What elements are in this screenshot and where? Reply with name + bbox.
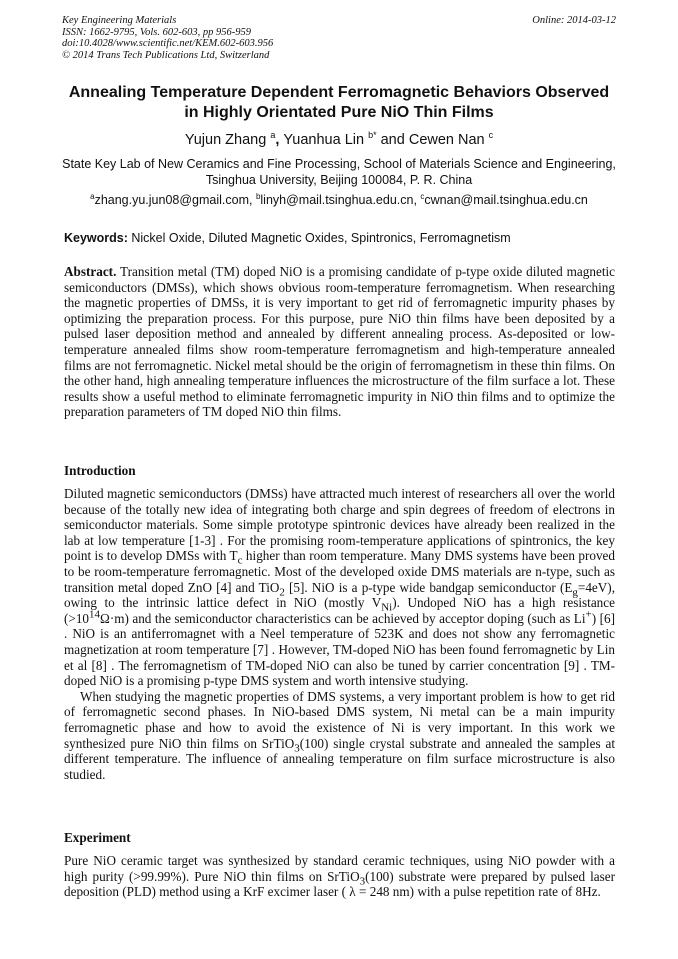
- journal-name: Key Engineering Materials: [62, 15, 177, 26]
- text-run: ). Undoped NiO has a high resistance (>10: [64, 595, 615, 626]
- affiliation: [40, 157, 638, 188]
- text-run: (100) single crystal substrate and annealed the samples at different temperature. The influence of annealing temperature on film surface microstructure is also studied.: [64, 735, 615, 782]
- subscript: g: [572, 586, 578, 599]
- author-separator-1: ,: [275, 132, 284, 148]
- title-line-2: in Highly Orientated Pure NiO Thin Films: [184, 103, 494, 121]
- keywords-label: Keywords:: [64, 231, 128, 245]
- author-2-mark: b*: [368, 130, 377, 141]
- author-3-mark: c: [488, 130, 494, 141]
- affiliation-line-2: Tsinghua University, Beijing 100084, P. R. China: [205, 172, 473, 187]
- journal-header: [62, 15, 273, 61]
- title-line-1: Annealing Temperature Dependent Ferromagnetic Behaviors Observed: [68, 84, 610, 101]
- subscript: 3: [294, 742, 300, 755]
- subscript: c: [237, 555, 243, 568]
- introduction-body: [64, 486, 615, 782]
- author-3: Cewen Nan: [408, 132, 485, 148]
- doi-line: doi:10.4028/www.scientific.net/KEM.602-603.956: [62, 38, 274, 49]
- online-date: Online: 2014-03-12: [532, 15, 616, 26]
- experiment-paragraph-1: [64, 853, 615, 900]
- introduction-heading: Introduction: [64, 463, 136, 478]
- experiment-heading: Experiment: [64, 830, 131, 845]
- introduction-paragraph-2: [64, 689, 615, 783]
- text-run: ) [6] . NiO is an antiferromagnet with a Neel temperature of 523K and does not show any ferromagnetic magnetization at room temperature [7] . However, TM-doped NiO has been found ferromagnetic by Lin et al [8] . The ferromagnetism of TM-doped NiO can also be tuned by carrier concentration [9] . TM-doped NiO is a promising p-type DMS system and worth intensive studying.: [64, 610, 615, 689]
- author-1-mark: a: [270, 130, 276, 141]
- superscript: +: [585, 608, 592, 621]
- experiment-body: [64, 853, 615, 900]
- introduction-paragraph-1: [64, 486, 615, 689]
- paper-title: [40, 83, 638, 122]
- issn-line: ISSN: 1662-9795, Vols. 602-603, pp 956-959: [62, 26, 251, 38]
- abstract-text: Transition metal (TM) doped NiO is a promising candidate of p-type oxide diluted magnetic semiconductors (DMSs), which shows obvious room-temperature ferromagnetism. When researching the magnetic properties of DMSs, it is very important to get rid of ferromagnetic impurity phases by optimizing the preparation process. For this purpose, pure NiO thin films have been deposited by a pulsed laser deposition method and annealed by different annealing process. As-deposited or low-temperature annealed films show room-temperature ferromagnetism and high-temperature annealed films are not ferromagnetic. Nickel metal should be the origin of ferromagnetism in these thin films. On the other hand, high annealing temperature influences the microstructure of the film surface a lot. These results show a useful method to eliminate ferromagnetic impurity in NiO thin films and to optimize the preparation parameters of TM doped NiO thin films.: [64, 264, 615, 420]
- text-run: Ω·m) and the semiconductor characteristics can be achieved by acceptor doping (such as Li: [100, 610, 586, 626]
- author-list: [40, 132, 638, 148]
- keywords-text: Nickel Oxide, Diluted Magnetic Oxides, Spintronics, Ferromagnetism: [127, 231, 511, 245]
- subscript: 3: [359, 875, 366, 888]
- text-run: =4eV), owing to the intrinsic lattice defect in NiO (mostly V: [64, 579, 615, 611]
- email-2: linyh@mail.tsinghua.edu.cn,: [260, 193, 421, 207]
- text-run: Pure NiO ceramic target was synthesized by standard ceramic techniques, using NiO powder with a high purity (>99.99%). Pure NiO thin films on SrTiO: [64, 853, 615, 884]
- text-run: [5]. NiO is a p-type wide bandgap semiconductor (E: [284, 579, 573, 595]
- email-3-mark: c: [420, 191, 425, 201]
- abstract: [64, 264, 615, 420]
- email-1-mark: a: [90, 191, 95, 201]
- email-1: zhang.yu.jun08@gmail.com,: [94, 193, 256, 207]
- text-run: When studying the magnetic properties of DMS systems, a very important problem is how to get rid of ferromagnetic second phases. In NiO-based DMS system, Ni metal can be a main impurity ferromagnetic phase and how to avoid the existence of Ni is very important. In this work we synthesized pure NiO thin films on SrTiO: [64, 688, 615, 751]
- keywords: [64, 231, 624, 245]
- email-3: cwnan@mail.tsinghua.edu.cn: [424, 193, 588, 207]
- affiliation-line-1: State Key Lab of New Ceramics and Fine Processing, School of Materials Science and Engineering,: [62, 157, 616, 171]
- author-1: Yujun Zhang: [184, 132, 267, 148]
- email-2-mark: b: [255, 191, 261, 201]
- author-separator-2: and: [376, 132, 409, 148]
- copyright-line: © 2014 Trans Tech Publications Ltd, Switzerland: [62, 49, 270, 61]
- email-list: [40, 193, 638, 207]
- text-run: Diluted magnetic semiconductors (DMSs) have attracted much interest of researchers all over the world because of the totally new idea of integrating both charge and spin degrees of freedom of electrons in semiconductor materials. Some simple prototype spintronic devices have already been realized in the lab at low temperature [1-3] . For the promising room-temperature applications of spintronics, the key point is to develop DMSs with T: [64, 486, 615, 564]
- subscript: Ni: [381, 601, 393, 614]
- subscript: 2: [279, 586, 285, 599]
- text-run: (100) substrate were prepared by pulsed laser deposition (PLD) method using a KrF excimer laser ( λ = 248 nm) with a pulse repetition rate of 8Hz.: [64, 868, 615, 900]
- text-run: higher than room temperature. Many DMS systems have been proved to be room-temperature ferromagnetic. Most of the developed oxide DMS materials are n-type, such as transition metal doped ZnO [4] and TiO: [64, 548, 615, 595]
- superscript: 14: [89, 608, 101, 621]
- abstract-label: Abstract.: [64, 264, 117, 279]
- author-2: Yuanhua Lin: [283, 132, 365, 148]
